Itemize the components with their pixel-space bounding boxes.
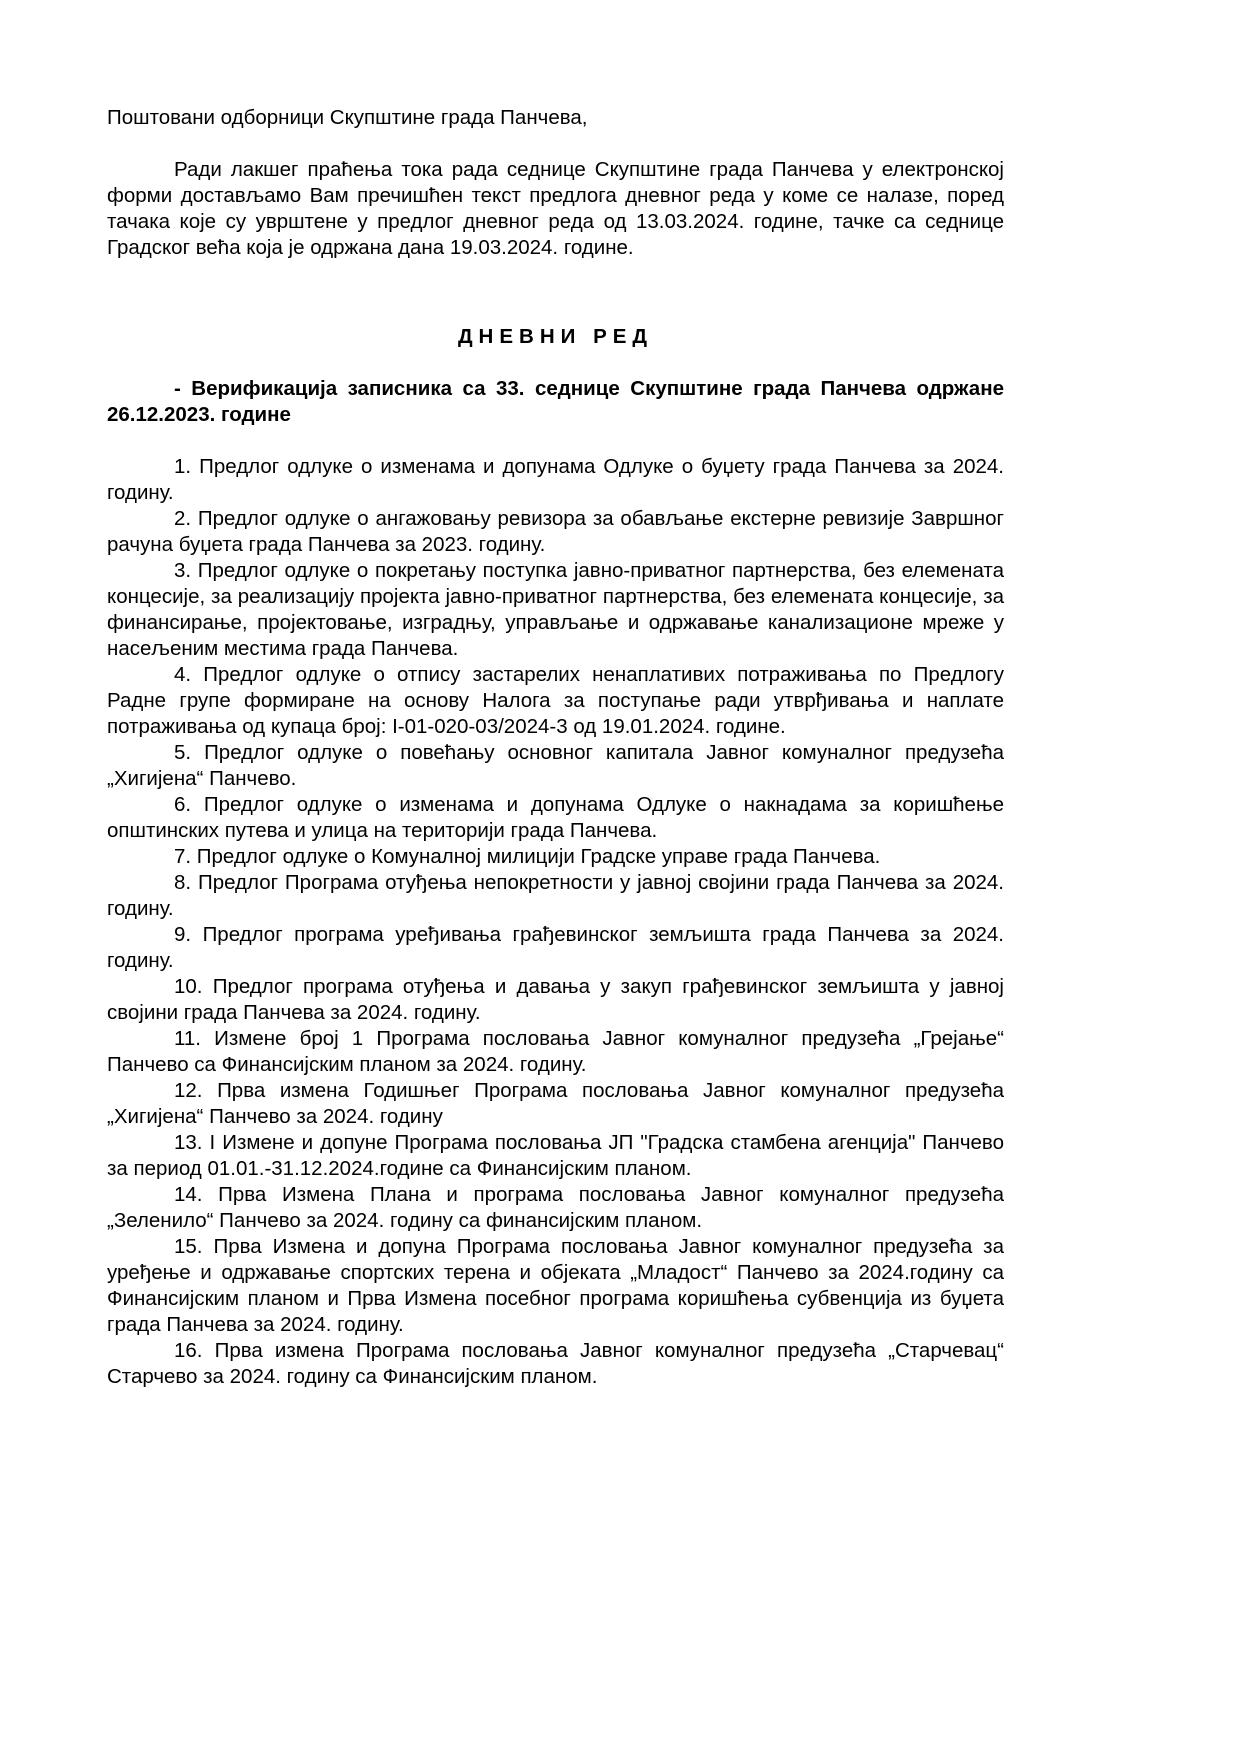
agenda-item: 1. Предлог одлуке о изменама и допунама Одлуке о буџету града Панчева за 2024. годину. xyxy=(107,455,1004,504)
agenda-item: 9. Предлог програма уређивања грађевинског земљишта града Панчева за 2024. годину. xyxy=(107,923,1004,972)
agenda-item: 6. Предлог одлуке о изменама и допунама Одлуке о накнадама за коришћење општинских путева и улица на територији града Панчева. xyxy=(107,793,1004,842)
agenda-title: ДНЕВНИ РЕД xyxy=(457,325,654,348)
agenda-item: 4. Предлог одлуке о отпису застарелих ненаплативих потраживања по Предлогу Радне групе формиране на основу Налога за поступање ради утврђивања и наплате потраживања од купаца број: I-01-020-03/2024-3 од 19.01.2024. године. xyxy=(107,663,1004,738)
agenda-item: 16. Прва измена Програма пословања Јавног комуналног предузећа „Старчевац“ Старчево за 2024. годину са Финансијским планом. xyxy=(107,1339,1004,1388)
agenda-item: 10. Предлог програма отуђења и давања у закуп грађевинског земљишта у јавној својини града Панчева за 2024. годину. xyxy=(107,975,1004,1024)
agenda-item: 12. Прва измена Годишњег Програма пословања Јавног комуналног предузећа „Хигијена“ Панчево за 2024. годину xyxy=(107,1079,1004,1128)
agenda-item: 14. Прва Измена Плана и програма пословања Јавног комуналног предузећа „Зеленило“ Панчево за 2024. годину са финансијским планом. xyxy=(107,1183,1004,1232)
minutes-verification: - Верификација записника са 33. седнице Скупштине града Панчева одржане 26.12.2023. године xyxy=(107,377,1004,426)
intro-paragraph: Ради лакшег праћења тока рада седнице Скупштине града Панчева у електронској форми достављамо Вам пречишћен текст предлога дневног реда у коме се налазе, поред тачака које су уврштене у предлог дневног реда од 13.03.2024. године, тачке са седнице Градског већа која је одржана дана 19.03.2024. године. xyxy=(107,158,1004,259)
agenda-item: 3. Предлог одлуке о покретању поступка јавно-приватног партнерства, без елемената концесије, за реализацију пројекта јавно-приватног партнерства, без елемената концесије, за финансирање, пројектовање, изградњу, управљање и одржавање канализационе мреже у насељеним местима града Панчева. xyxy=(107,559,1004,660)
agenda-item: 2. Предлог одлуке о ангажовању ревизора за обављање екстерне ревизије Завршног рачуна буџета града Панчева за 2023. годину. xyxy=(107,507,1004,556)
agenda-item: 5. Предлог одлуке о повећању основног капитала Јавног комуналног предузећа „Хигијена“ Панчево. xyxy=(107,741,1004,790)
agenda-item: 15. Прва Измена и допуна Програма пословања Јавног комуналног предузећа за уређење и одржавање спортских терена и објеката „Младост“ Панчево за 2024.годину са Финансијским планом и Прва Измена посебног програма коришћења субвенција из буџета града Панчева за 2024. годину. xyxy=(107,1235,1004,1336)
salutation: Поштовани одборници Скупштине града Панчева, xyxy=(107,106,588,129)
document-page xyxy=(107,105,1004,1390)
agenda-item: 8. Предлог Програма отуђења непокретности у јавној својини града Панчева за 2024. годину. xyxy=(107,871,1004,920)
agenda-list xyxy=(107,454,1004,1390)
agenda-item: 13. I Измене и допуне Програма пословања ЈП "Градска стамбена агенција" Панчево за период 01.01.-31.12.2024.године са Финансијским планом. xyxy=(107,1131,1004,1180)
agenda-item: 7. Предлог одлуке о Комуналној милицији Градске управе града Панчева. xyxy=(174,845,881,868)
agenda-item: 11. Измене број 1 Програма пословања Јавног комуналног предузећа „Грејање“ Панчево са Финансијским планом за 2024. годину. xyxy=(107,1027,1004,1076)
